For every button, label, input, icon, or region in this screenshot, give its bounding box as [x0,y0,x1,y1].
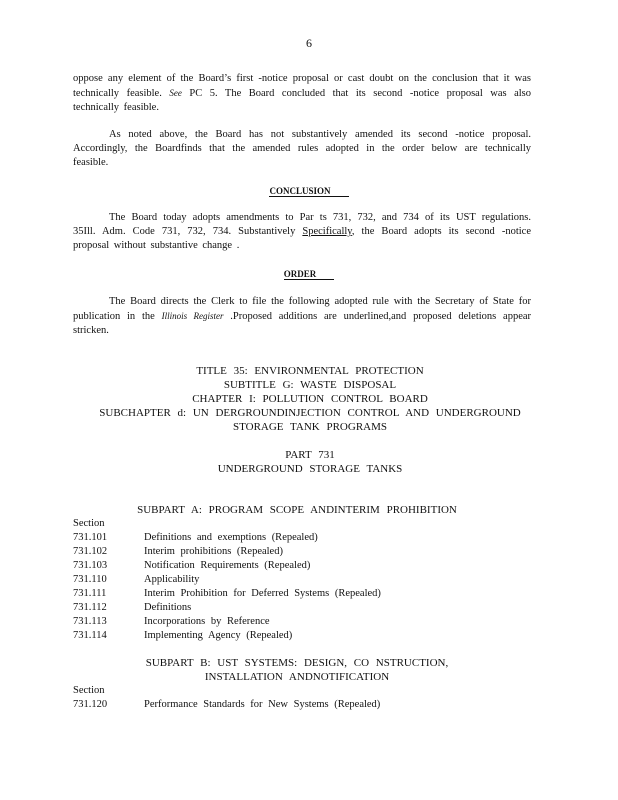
section-number: 731.113 [73,616,107,627]
section-number: 731.101 [73,532,108,543]
section-number: 731.111 [73,588,107,599]
section-number: 731.112 [73,602,107,613]
section-label: Section [73,518,105,529]
section-title: Definitions [144,602,192,613]
section-title: Applicability [144,574,200,585]
paragraph-conclusion [73,211,531,253]
section-number: 731.102 [73,546,108,557]
page-number: 6 [306,36,312,50]
chapter-line: CHAPTER I: POLLUTION CONTROL BOARD [192,393,428,405]
paragraph-text: The Board directs the Clerk to file the following adopted rule with the Secretary of State for publication in the [73,296,531,322]
section-number: 731.110 [73,574,107,585]
part-title-line: UNDERGROUND STORAGE TANKS [217,463,403,475]
paragraph-text: oppose any element of the Board’s first -notice proposal or cast doubt on the conclusion that it was technically feasible. [73,73,531,99]
section-title: Implementing Agency (Repealed) [144,630,293,641]
subpart-b-heading: SUBPART B: UST SYSTEMS: DESIGN, CO NSTRUCTION, [145,657,449,669]
citation-see: See [169,88,182,98]
section-row [73,587,533,601]
illinois-register: Illinois Register [161,311,224,321]
section-row [73,629,533,643]
section-row [73,545,533,559]
title-line: TITLE 35: ENVIRONMENTAL PROTECTION [196,365,424,377]
paragraph-not-amended [73,128,531,170]
section-number: 731.103 [73,560,108,571]
underlined-specifically: Specifically [302,226,352,237]
paragraph-text: The Board today adopts amendments to Par ts 731, 732, and 734 of its UST regulations. 35Ill. Adm. Code 731, 732, 734. Substantively [73,212,531,237]
title-block [60,364,560,476]
section-title: Interim Prohibition for Deferred Systems (Repealed) [144,588,381,599]
subchapter-line-2: STORAGE TANK PROGRAMS [232,421,388,433]
section-title: Definitions and exemptions (Repealed) [144,532,318,543]
section-row [73,698,533,712]
paragraph-text: PC 5. The Board concluded that its second -notice proposal was also technically feasible. [73,88,532,113]
section-row [73,531,533,545]
section-list-a [73,531,533,643]
section-title: Incorporations by Reference [144,616,270,627]
order-heading: ORDER [0,268,618,280]
section-number: 731.114 [73,630,107,641]
paragraph-text: As noted above, the Board has not substantively amended its second -notice proposal. Accordingly, the Boardfinds that the amended rules adopted in the order below are technically feasible. [73,129,531,168]
section-number: 731.120 [73,699,108,710]
section-list-b [73,698,533,712]
subchapter-line: SUBCHAPTER d: UN DERGROUNDINJECTION CONTROL AND UNDERGROUND [99,407,521,419]
section-row [73,559,533,573]
paragraph-order [73,295,531,338]
part-line: PART 731 [285,449,335,461]
paragraph-feasibility [73,72,531,115]
conclusion-heading: CONCLUSION [0,185,618,197]
subtitle-line: SUBTITLE G: WASTE DISPOSAL [223,379,397,391]
section-label-b: Section [73,685,105,696]
section-row [73,573,533,587]
paragraph-text: .Proposed additions are underlined,and proposed deletions appear stricken. [73,311,532,336]
subpart-a-heading: SUBPART A: PROGRAM SCOPE ANDINTERIM PROHIBITION [137,504,457,516]
section-title: Interim prohibitions (Repealed) [144,546,283,557]
subpart-b-heading-2: INSTALLATION ANDNOTIFICATION [204,671,390,683]
section-row [73,601,533,615]
section-title: Notification Requirements (Repealed) [144,560,311,571]
section-row [73,615,533,629]
section-title: Performance Standards for New Systems (Repealed) [144,699,381,710]
paragraph-text: , the Board adopts its second -notice proposal without substantive change . [73,226,531,251]
